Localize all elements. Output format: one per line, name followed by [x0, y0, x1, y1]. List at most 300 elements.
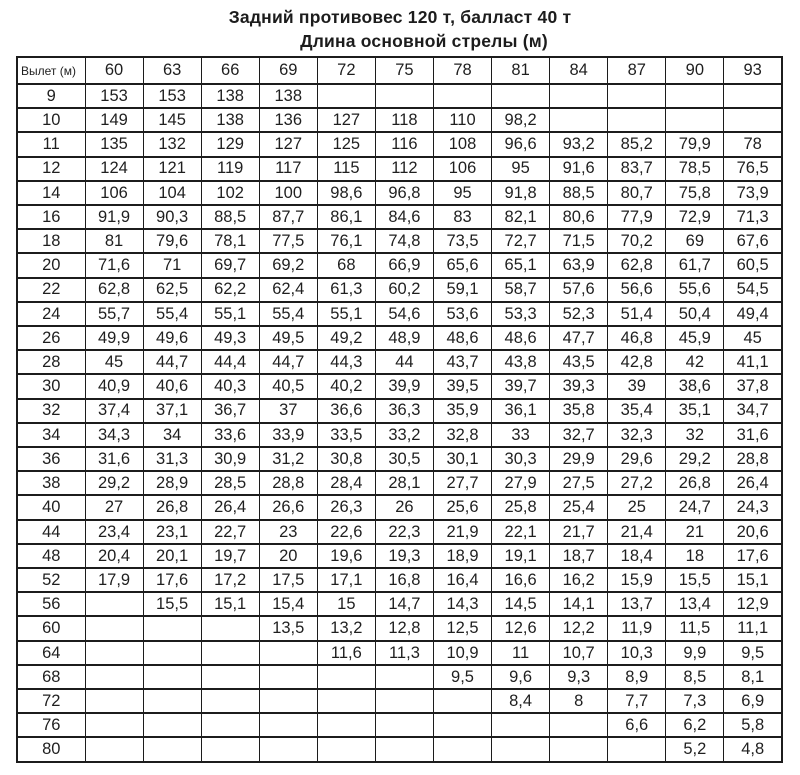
table-row — [17, 713, 782, 737]
capacity-cell — [433, 713, 491, 737]
boom-length-header: 87 — [608, 57, 666, 84]
capacity-cell: 41,1 — [724, 350, 782, 374]
capacity-cell: 153 — [85, 84, 143, 108]
capacity-cell — [433, 689, 491, 713]
capacity-cell: 39 — [608, 374, 666, 398]
capacity-cell: 24,7 — [666, 495, 724, 519]
capacity-cell — [317, 713, 375, 737]
capacity-cell: 29,2 — [666, 447, 724, 471]
capacity-cell: 47,7 — [550, 326, 608, 350]
capacity-cell: 65,6 — [433, 253, 491, 277]
capacity-cell: 11,5 — [666, 616, 724, 640]
capacity-cell: 25,4 — [550, 495, 608, 519]
capacity-cell: 77,9 — [608, 205, 666, 229]
capacity-cell: 108 — [433, 132, 491, 156]
reach-cell: 20 — [17, 253, 85, 277]
capacity-cell: 67,6 — [724, 229, 782, 253]
boom-length-header: 84 — [550, 57, 608, 84]
load-capacity-table — [16, 56, 783, 763]
reach-cell: 18 — [17, 229, 85, 253]
capacity-cell: 125 — [317, 132, 375, 156]
capacity-cell: 34,7 — [724, 399, 782, 423]
capacity-cell: 12,5 — [433, 616, 491, 640]
capacity-cell: 22,7 — [201, 520, 259, 544]
capacity-cell — [201, 665, 259, 689]
capacity-cell: 132 — [143, 132, 201, 156]
capacity-cell: 116 — [375, 132, 433, 156]
capacity-cell — [375, 713, 433, 737]
capacity-cell: 53,6 — [433, 302, 491, 326]
capacity-cell: 13,7 — [608, 592, 666, 616]
capacity-cell: 18,9 — [433, 544, 491, 568]
header-row — [17, 57, 782, 84]
table-row — [17, 471, 782, 495]
capacity-cell: 44,7 — [259, 350, 317, 374]
table-row — [17, 616, 782, 640]
capacity-cell — [433, 84, 491, 108]
capacity-cell: 19,3 — [375, 544, 433, 568]
capacity-cell: 12,6 — [492, 616, 550, 640]
table-row — [17, 665, 782, 689]
capacity-cell: 36,3 — [375, 399, 433, 423]
capacity-cell: 33,5 — [317, 423, 375, 447]
capacity-cell: 32,7 — [550, 423, 608, 447]
capacity-cell: 45,9 — [666, 326, 724, 350]
capacity-cell: 29,2 — [85, 471, 143, 495]
capacity-cell: 8,9 — [608, 665, 666, 689]
table-row — [17, 737, 782, 762]
capacity-cell: 96,6 — [492, 132, 550, 156]
table-row — [17, 205, 782, 229]
capacity-cell: 62,5 — [143, 278, 201, 302]
capacity-cell: 40,3 — [201, 374, 259, 398]
table-row — [17, 84, 782, 108]
capacity-cell: 62,8 — [608, 253, 666, 277]
capacity-cell: 6,6 — [608, 713, 666, 737]
capacity-cell: 21,7 — [550, 520, 608, 544]
capacity-cell: 73,9 — [724, 181, 782, 205]
capacity-cell: 25,8 — [492, 495, 550, 519]
capacity-cell: 16,4 — [433, 568, 491, 592]
capacity-cell: 39,5 — [433, 374, 491, 398]
capacity-cell: 33,6 — [201, 423, 259, 447]
capacity-cell: 110 — [433, 108, 491, 132]
capacity-cell: 25 — [608, 495, 666, 519]
capacity-cell — [317, 665, 375, 689]
capacity-cell: 79,6 — [143, 229, 201, 253]
capacity-cell: 121 — [143, 157, 201, 181]
capacity-cell: 72,7 — [492, 229, 550, 253]
capacity-cell — [85, 616, 143, 640]
reach-cell: 52 — [17, 568, 85, 592]
capacity-cell: 91,9 — [85, 205, 143, 229]
capacity-cell: 49,9 — [85, 326, 143, 350]
reach-cell: 80 — [17, 737, 85, 762]
capacity-cell: 10,7 — [550, 641, 608, 665]
capacity-cell: 73,5 — [433, 229, 491, 253]
capacity-cell: 8,4 — [492, 689, 550, 713]
reach-cell: 12 — [17, 157, 85, 181]
capacity-cell — [317, 689, 375, 713]
capacity-cell: 6,2 — [666, 713, 724, 737]
table-row — [17, 108, 782, 132]
capacity-cell: 62,4 — [259, 278, 317, 302]
capacity-cell: 88,5 — [550, 181, 608, 205]
capacity-cell: 27,5 — [550, 471, 608, 495]
capacity-cell: 28,8 — [259, 471, 317, 495]
reach-cell: 60 — [17, 616, 85, 640]
reach-cell: 10 — [17, 108, 85, 132]
capacity-cell: 118 — [375, 108, 433, 132]
capacity-cell: 28,1 — [375, 471, 433, 495]
capacity-cell: 76,5 — [724, 157, 782, 181]
capacity-cell: 80,6 — [550, 205, 608, 229]
capacity-cell: 26,3 — [317, 495, 375, 519]
capacity-cell: 78,5 — [666, 157, 724, 181]
capacity-cell — [608, 737, 666, 762]
capacity-cell: 83,7 — [608, 157, 666, 181]
capacity-cell — [492, 84, 550, 108]
capacity-cell — [201, 616, 259, 640]
capacity-cell: 28,9 — [143, 471, 201, 495]
table-row — [17, 495, 782, 519]
capacity-cell: 20,1 — [143, 544, 201, 568]
capacity-cell: 127 — [317, 108, 375, 132]
capacity-cell: 11,9 — [608, 616, 666, 640]
capacity-cell — [143, 665, 201, 689]
boom-length-header: 63 — [143, 57, 201, 84]
capacity-cell: 45 — [85, 350, 143, 374]
capacity-cell: 17,6 — [143, 568, 201, 592]
capacity-cell: 19,6 — [317, 544, 375, 568]
table-row — [17, 157, 782, 181]
capacity-cell: 26,8 — [666, 471, 724, 495]
boom-length-header: 93 — [724, 57, 782, 84]
capacity-cell — [666, 108, 724, 132]
capacity-cell: 71,6 — [85, 253, 143, 277]
capacity-cell — [201, 689, 259, 713]
capacity-cell — [259, 713, 317, 737]
capacity-cell: 50,4 — [666, 302, 724, 326]
table-row — [17, 350, 782, 374]
capacity-cell — [143, 641, 201, 665]
capacity-cell: 43,7 — [433, 350, 491, 374]
table-row — [17, 641, 782, 665]
table-row — [17, 181, 782, 205]
capacity-cell: 42,8 — [608, 350, 666, 374]
capacity-cell: 8,5 — [666, 665, 724, 689]
reach-cell: 64 — [17, 641, 85, 665]
table-row — [17, 326, 782, 350]
capacity-cell: 138 — [259, 84, 317, 108]
capacity-cell: 95 — [492, 157, 550, 181]
capacity-cell: 19,7 — [201, 544, 259, 568]
capacity-cell: 14,5 — [492, 592, 550, 616]
capacity-cell: 75,8 — [666, 181, 724, 205]
capacity-cell: 37,4 — [85, 399, 143, 423]
capacity-cell: 18,7 — [550, 544, 608, 568]
capacity-cell: 43,5 — [550, 350, 608, 374]
capacity-cell: 19,1 — [492, 544, 550, 568]
capacity-cell: 48,6 — [492, 326, 550, 350]
capacity-cell — [85, 713, 143, 737]
capacity-cell: 54,6 — [375, 302, 433, 326]
capacity-cell: 40,5 — [259, 374, 317, 398]
capacity-cell: 60,5 — [724, 253, 782, 277]
capacity-cell: 4,8 — [724, 737, 782, 762]
capacity-cell: 61,3 — [317, 278, 375, 302]
capacity-cell — [550, 108, 608, 132]
capacity-cell: 69,7 — [201, 253, 259, 277]
capacity-cell: 31,6 — [724, 423, 782, 447]
capacity-cell — [492, 713, 550, 737]
reach-cell: 28 — [17, 350, 85, 374]
capacity-cell: 22,6 — [317, 520, 375, 544]
capacity-cell — [317, 84, 375, 108]
capacity-cell: 12,9 — [724, 592, 782, 616]
capacity-cell: 72,9 — [666, 205, 724, 229]
capacity-cell: 115 — [317, 157, 375, 181]
capacity-cell: 27,9 — [492, 471, 550, 495]
capacity-cell — [85, 665, 143, 689]
capacity-cell: 23,1 — [143, 520, 201, 544]
boom-length-header: 81 — [492, 57, 550, 84]
capacity-cell: 30,1 — [433, 447, 491, 471]
capacity-cell: 30,3 — [492, 447, 550, 471]
capacity-cell: 48,6 — [433, 326, 491, 350]
capacity-cell: 27,7 — [433, 471, 491, 495]
capacity-cell: 69 — [666, 229, 724, 253]
capacity-cell — [143, 713, 201, 737]
capacity-cell: 18,4 — [608, 544, 666, 568]
capacity-cell: 106 — [85, 181, 143, 205]
capacity-cell: 100 — [259, 181, 317, 205]
capacity-cell: 31,2 — [259, 447, 317, 471]
capacity-cell: 7,3 — [666, 689, 724, 713]
capacity-cell — [259, 689, 317, 713]
capacity-cell: 32,8 — [433, 423, 491, 447]
reach-cell: 72 — [17, 689, 85, 713]
capacity-cell — [143, 737, 201, 762]
page-title: Задний противовес 120 т, балласт 40 т — [228, 7, 572, 27]
capacity-cell: 9,5 — [433, 665, 491, 689]
capacity-cell: 26,4 — [201, 495, 259, 519]
capacity-cell: 28,5 — [201, 471, 259, 495]
reach-cell: 40 — [17, 495, 85, 519]
capacity-cell: 127 — [259, 132, 317, 156]
capacity-cell: 44,4 — [201, 350, 259, 374]
table-row — [17, 592, 782, 616]
table-row — [17, 520, 782, 544]
capacity-cell: 69,2 — [259, 253, 317, 277]
capacity-cell: 48,9 — [375, 326, 433, 350]
capacity-cell: 15,5 — [143, 592, 201, 616]
capacity-cell: 83 — [433, 205, 491, 229]
capacity-cell: 13,2 — [317, 616, 375, 640]
capacity-cell: 149 — [85, 108, 143, 132]
capacity-cell: 27,2 — [608, 471, 666, 495]
capacity-cell: 35,4 — [608, 399, 666, 423]
capacity-cell — [375, 665, 433, 689]
capacity-cell: 91,8 — [492, 181, 550, 205]
capacity-cell: 22,1 — [492, 520, 550, 544]
capacity-cell: 11 — [492, 641, 550, 665]
capacity-cell: 52,3 — [550, 302, 608, 326]
capacity-cell: 17,2 — [201, 568, 259, 592]
capacity-cell: 36,1 — [492, 399, 550, 423]
capacity-cell — [608, 108, 666, 132]
reach-cell: 44 — [17, 520, 85, 544]
capacity-cell: 26 — [375, 495, 433, 519]
capacity-cell: 138 — [201, 84, 259, 108]
capacity-cell — [201, 737, 259, 762]
capacity-cell: 11,3 — [375, 641, 433, 665]
capacity-cell — [259, 737, 317, 762]
capacity-cell: 14,7 — [375, 592, 433, 616]
table-row — [17, 374, 782, 398]
capacity-cell: 27 — [85, 495, 143, 519]
capacity-cell: 42 — [666, 350, 724, 374]
capacity-cell: 76,1 — [317, 229, 375, 253]
capacity-cell — [317, 737, 375, 762]
capacity-cell: 49,4 — [724, 302, 782, 326]
reach-cell: 22 — [17, 278, 85, 302]
capacity-cell: 9,6 — [492, 665, 550, 689]
capacity-cell: 29,6 — [608, 447, 666, 471]
capacity-cell: 46,8 — [608, 326, 666, 350]
capacity-cell: 16,8 — [375, 568, 433, 592]
capacity-cell: 34 — [143, 423, 201, 447]
capacity-cell: 17,9 — [85, 568, 143, 592]
capacity-cell: 80,7 — [608, 181, 666, 205]
boom-length-header: 72 — [317, 57, 375, 84]
table-row — [17, 447, 782, 471]
capacity-cell: 96,8 — [375, 181, 433, 205]
capacity-cell — [724, 84, 782, 108]
capacity-cell: 15,4 — [259, 592, 317, 616]
capacity-cell — [85, 689, 143, 713]
capacity-cell: 37 — [259, 399, 317, 423]
capacity-cell: 124 — [85, 157, 143, 181]
reach-header: Вылет (м) — [17, 57, 85, 84]
capacity-cell: 78,1 — [201, 229, 259, 253]
table-row — [17, 689, 782, 713]
capacity-cell: 71 — [143, 253, 201, 277]
capacity-cell: 23,4 — [85, 520, 143, 544]
capacity-cell: 138 — [201, 108, 259, 132]
capacity-cell: 49,6 — [143, 326, 201, 350]
table-row — [17, 278, 782, 302]
capacity-cell: 95 — [433, 181, 491, 205]
boom-length-header: 66 — [201, 57, 259, 84]
capacity-cell: 59,1 — [433, 278, 491, 302]
capacity-cell: 91,6 — [550, 157, 608, 181]
capacity-cell: 104 — [143, 181, 201, 205]
capacity-cell — [259, 665, 317, 689]
boom-length-header: 90 — [666, 57, 724, 84]
capacity-cell: 33 — [492, 423, 550, 447]
capacity-cell: 11,1 — [724, 616, 782, 640]
capacity-cell: 30,5 — [375, 447, 433, 471]
capacity-cell: 119 — [201, 157, 259, 181]
capacity-cell: 10,3 — [608, 641, 666, 665]
capacity-cell: 53,3 — [492, 302, 550, 326]
reach-cell: 36 — [17, 447, 85, 471]
capacity-cell — [666, 84, 724, 108]
capacity-cell: 81 — [85, 229, 143, 253]
capacity-cell: 7,7 — [608, 689, 666, 713]
table-row — [17, 568, 782, 592]
capacity-cell: 31,3 — [143, 447, 201, 471]
capacity-cell — [550, 84, 608, 108]
capacity-cell — [608, 84, 666, 108]
capacity-cell — [433, 737, 491, 762]
capacity-cell: 40,2 — [317, 374, 375, 398]
capacity-cell — [85, 592, 143, 616]
capacity-cell: 65,1 — [492, 253, 550, 277]
reach-cell: 9 — [17, 84, 85, 108]
capacity-cell: 16,2 — [550, 568, 608, 592]
capacity-cell — [143, 616, 201, 640]
capacity-cell: 57,6 — [550, 278, 608, 302]
capacity-cell: 90,3 — [143, 205, 201, 229]
capacity-cell: 55,4 — [143, 302, 201, 326]
capacity-cell: 49,5 — [259, 326, 317, 350]
boom-length-header: 78 — [433, 57, 491, 84]
capacity-cell: 63,9 — [550, 253, 608, 277]
capacity-cell: 129 — [201, 132, 259, 156]
capacity-cell: 13,5 — [259, 616, 317, 640]
reach-cell: 30 — [17, 374, 85, 398]
capacity-cell: 88,5 — [201, 205, 259, 229]
reach-cell: 26 — [17, 326, 85, 350]
reach-cell: 56 — [17, 592, 85, 616]
boom-length-header: 69 — [259, 57, 317, 84]
capacity-cell: 35,9 — [433, 399, 491, 423]
table-row — [17, 229, 782, 253]
capacity-cell: 12,8 — [375, 616, 433, 640]
capacity-cell: 26,8 — [143, 495, 201, 519]
capacity-cell: 15,9 — [608, 568, 666, 592]
capacity-cell: 66,9 — [375, 253, 433, 277]
capacity-cell: 9,5 — [724, 641, 782, 665]
capacity-cell: 5,8 — [724, 713, 782, 737]
capacity-cell: 77,5 — [259, 229, 317, 253]
capacity-cell: 135 — [85, 132, 143, 156]
capacity-cell: 9,9 — [666, 641, 724, 665]
capacity-cell: 33,2 — [375, 423, 433, 447]
capacity-cell: 21,9 — [433, 520, 491, 544]
capacity-cell: 17,5 — [259, 568, 317, 592]
capacity-cell: 44 — [375, 350, 433, 374]
capacity-cell: 32 — [666, 423, 724, 447]
capacity-cell — [375, 84, 433, 108]
capacity-cell: 60,2 — [375, 278, 433, 302]
capacity-cell: 6,9 — [724, 689, 782, 713]
capacity-cell: 40,6 — [143, 374, 201, 398]
capacity-cell: 14,3 — [433, 592, 491, 616]
capacity-cell: 8,1 — [724, 665, 782, 689]
reach-cell: 68 — [17, 665, 85, 689]
capacity-cell: 24,3 — [724, 495, 782, 519]
capacity-cell: 79,9 — [666, 132, 724, 156]
capacity-cell: 44,3 — [317, 350, 375, 374]
capacity-cell: 70,2 — [608, 229, 666, 253]
reach-cell: 11 — [17, 132, 85, 156]
capacity-cell: 29,9 — [550, 447, 608, 471]
capacity-cell: 26,6 — [259, 495, 317, 519]
capacity-cell — [259, 641, 317, 665]
